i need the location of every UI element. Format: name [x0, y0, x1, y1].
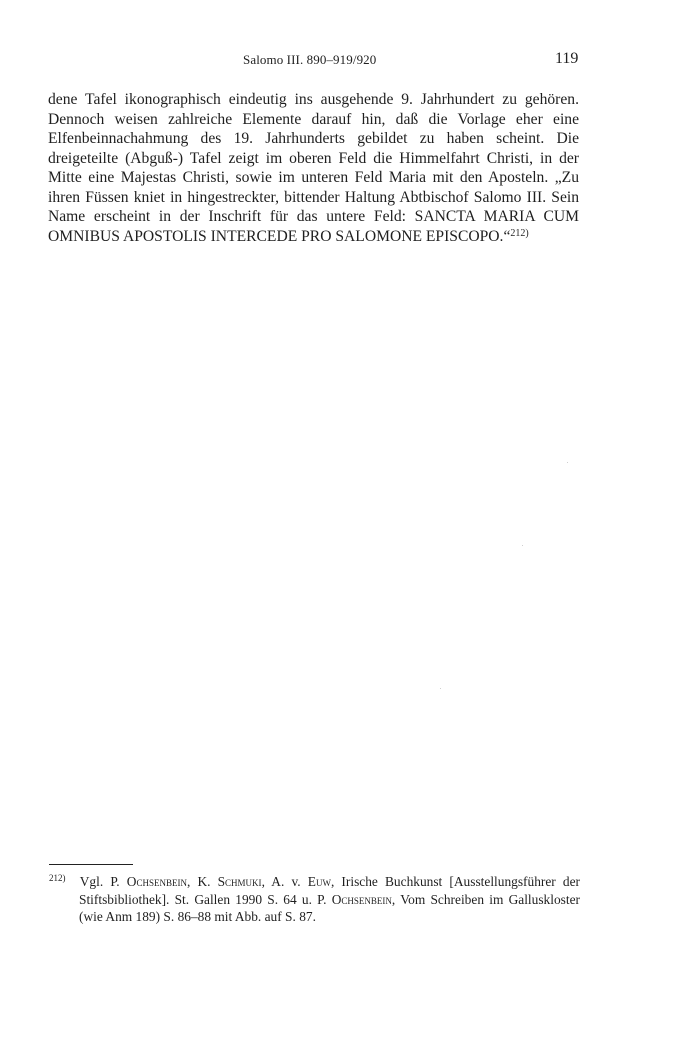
main-paragraph — [48, 90, 579, 246]
footnote-body — [49, 873, 580, 926]
scan-speck — [440, 688, 441, 689]
footnote-text-4: , Irische Buchkunst [Ausstellungsführer der Stiftsbibliothek]. St. Gallen 1990 S. 64 u. P. — [79, 874, 580, 907]
footnote-author-2: Schmuki — [217, 874, 262, 889]
scan-speck — [567, 462, 568, 463]
footnote-text-3: , A. v. — [261, 874, 308, 889]
running-head: Salomo III. 890–919/920 — [243, 52, 377, 67]
page-number: 119 — [555, 50, 579, 67]
footnote-text-2: , K. — [186, 874, 218, 889]
footnote — [49, 873, 580, 926]
footnote-author-3: Euw — [307, 874, 331, 889]
footnote-divider — [49, 864, 133, 865]
paragraph-text: dene Tafel ikonographisch eindeutig ins ausgehende 9. Jahrhundert zu gehören. Dennoch weisen zahlreiche Elemente darauf hin, daß die Vorlage eher eine Elfenbeinnachahmung des 19. Jahrhunderts gebildet zu haben scheint. Die dreigeteilte (Abguß-) Tafel zeigt im oberen Feld die Himmelfahrt Christi, in der Mitte eine Majestas Christi, sowie im unteren Feld Maria mit den Aposteln. „Zu ihren Füssen kniet in hingestreckter, bittender Haltung Abtbischof Salomo III. Sein Name erscheint in der Inschrift für das untere Feld: SANCTA MARIA CUM OMNIBUS APOSTOLIS INTERCEDE PRO SALOMONE EPISCOPO.“ — [48, 91, 579, 245]
body-text — [48, 90, 579, 246]
footnote-reference[interactable]: 212) — [510, 227, 529, 239]
footnote-text-1: Vgl. P. — [79, 874, 127, 889]
footnote-text-5: , Vom Schreiben im Galluskloster (wie Anm 189) S. 86–88 mit Abb. auf S. 87. — [79, 891, 580, 924]
footnote-author-1: Ochsenbein — [126, 874, 187, 889]
footnote-author-4: Ochsenbein — [331, 891, 392, 907]
footnote-marker: 212) — [49, 873, 66, 883]
scan-speck — [522, 545, 523, 546]
